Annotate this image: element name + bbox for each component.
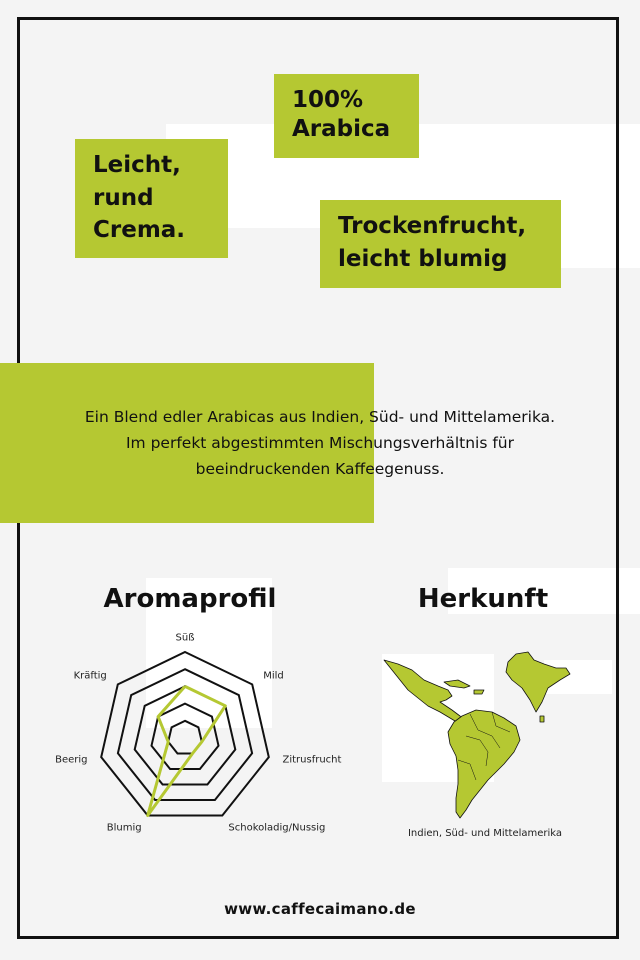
map-south-america [448,710,520,818]
radar-axis-label: Beerig [55,754,88,766]
radar-axis-label: Zitrusfrucht [282,754,342,766]
description-line-1: Ein Blend edler Arabicas aus Indien, Süd- und Mittelamerika. [84,408,556,426]
description-line-3: beeindruckenden Kaffeegenuss. [195,460,445,478]
radar-axis-label: Schokoladig/Nussig [228,822,326,834]
website-url[interactable]: www.caffecaimano.de [224,900,416,918]
tag-frucht-line-2: leicht blumig [338,246,508,273]
tag-arabica [274,74,419,158]
tag-leicht-line-3: Crema. [93,217,186,244]
map-sri-lanka [540,716,544,722]
aroma-radar-chart [0,620,370,850]
radar-axis-label: Kräftig [73,670,107,682]
origin-map [370,640,600,830]
tag-leicht-line-2: rund [93,184,154,211]
description-text [40,404,600,482]
description-line-2: Im perfekt abgestimmten Mischungsverhältnis für [125,434,514,452]
origin-caption: Indien, Süd- und Mittelamerika [407,828,563,839]
radar-axis-label: Süß [175,632,195,644]
tag-arabica-line-1: 100% [292,87,364,113]
herkunft-title: Herkunft [417,584,549,614]
map-caribbean [444,680,470,688]
map-central-america [384,660,466,724]
tag-frucht-line-1: Trockenfrucht, [338,213,527,239]
tag-leicht-line-1: Leicht, [93,152,181,178]
radar-axis-label: Blumig [106,822,142,834]
radar-axis-label: Mild [263,670,284,682]
radar-grid [101,652,269,816]
tag-arabica-line-2: Arabica [292,115,391,142]
map-caribbean-2 [474,690,484,694]
radar-ring-5 [101,652,269,816]
aroma-title: Aromaprofil [103,584,277,614]
tag-leicht [75,139,228,258]
tag-frucht [320,200,561,288]
map-india [506,652,570,712]
